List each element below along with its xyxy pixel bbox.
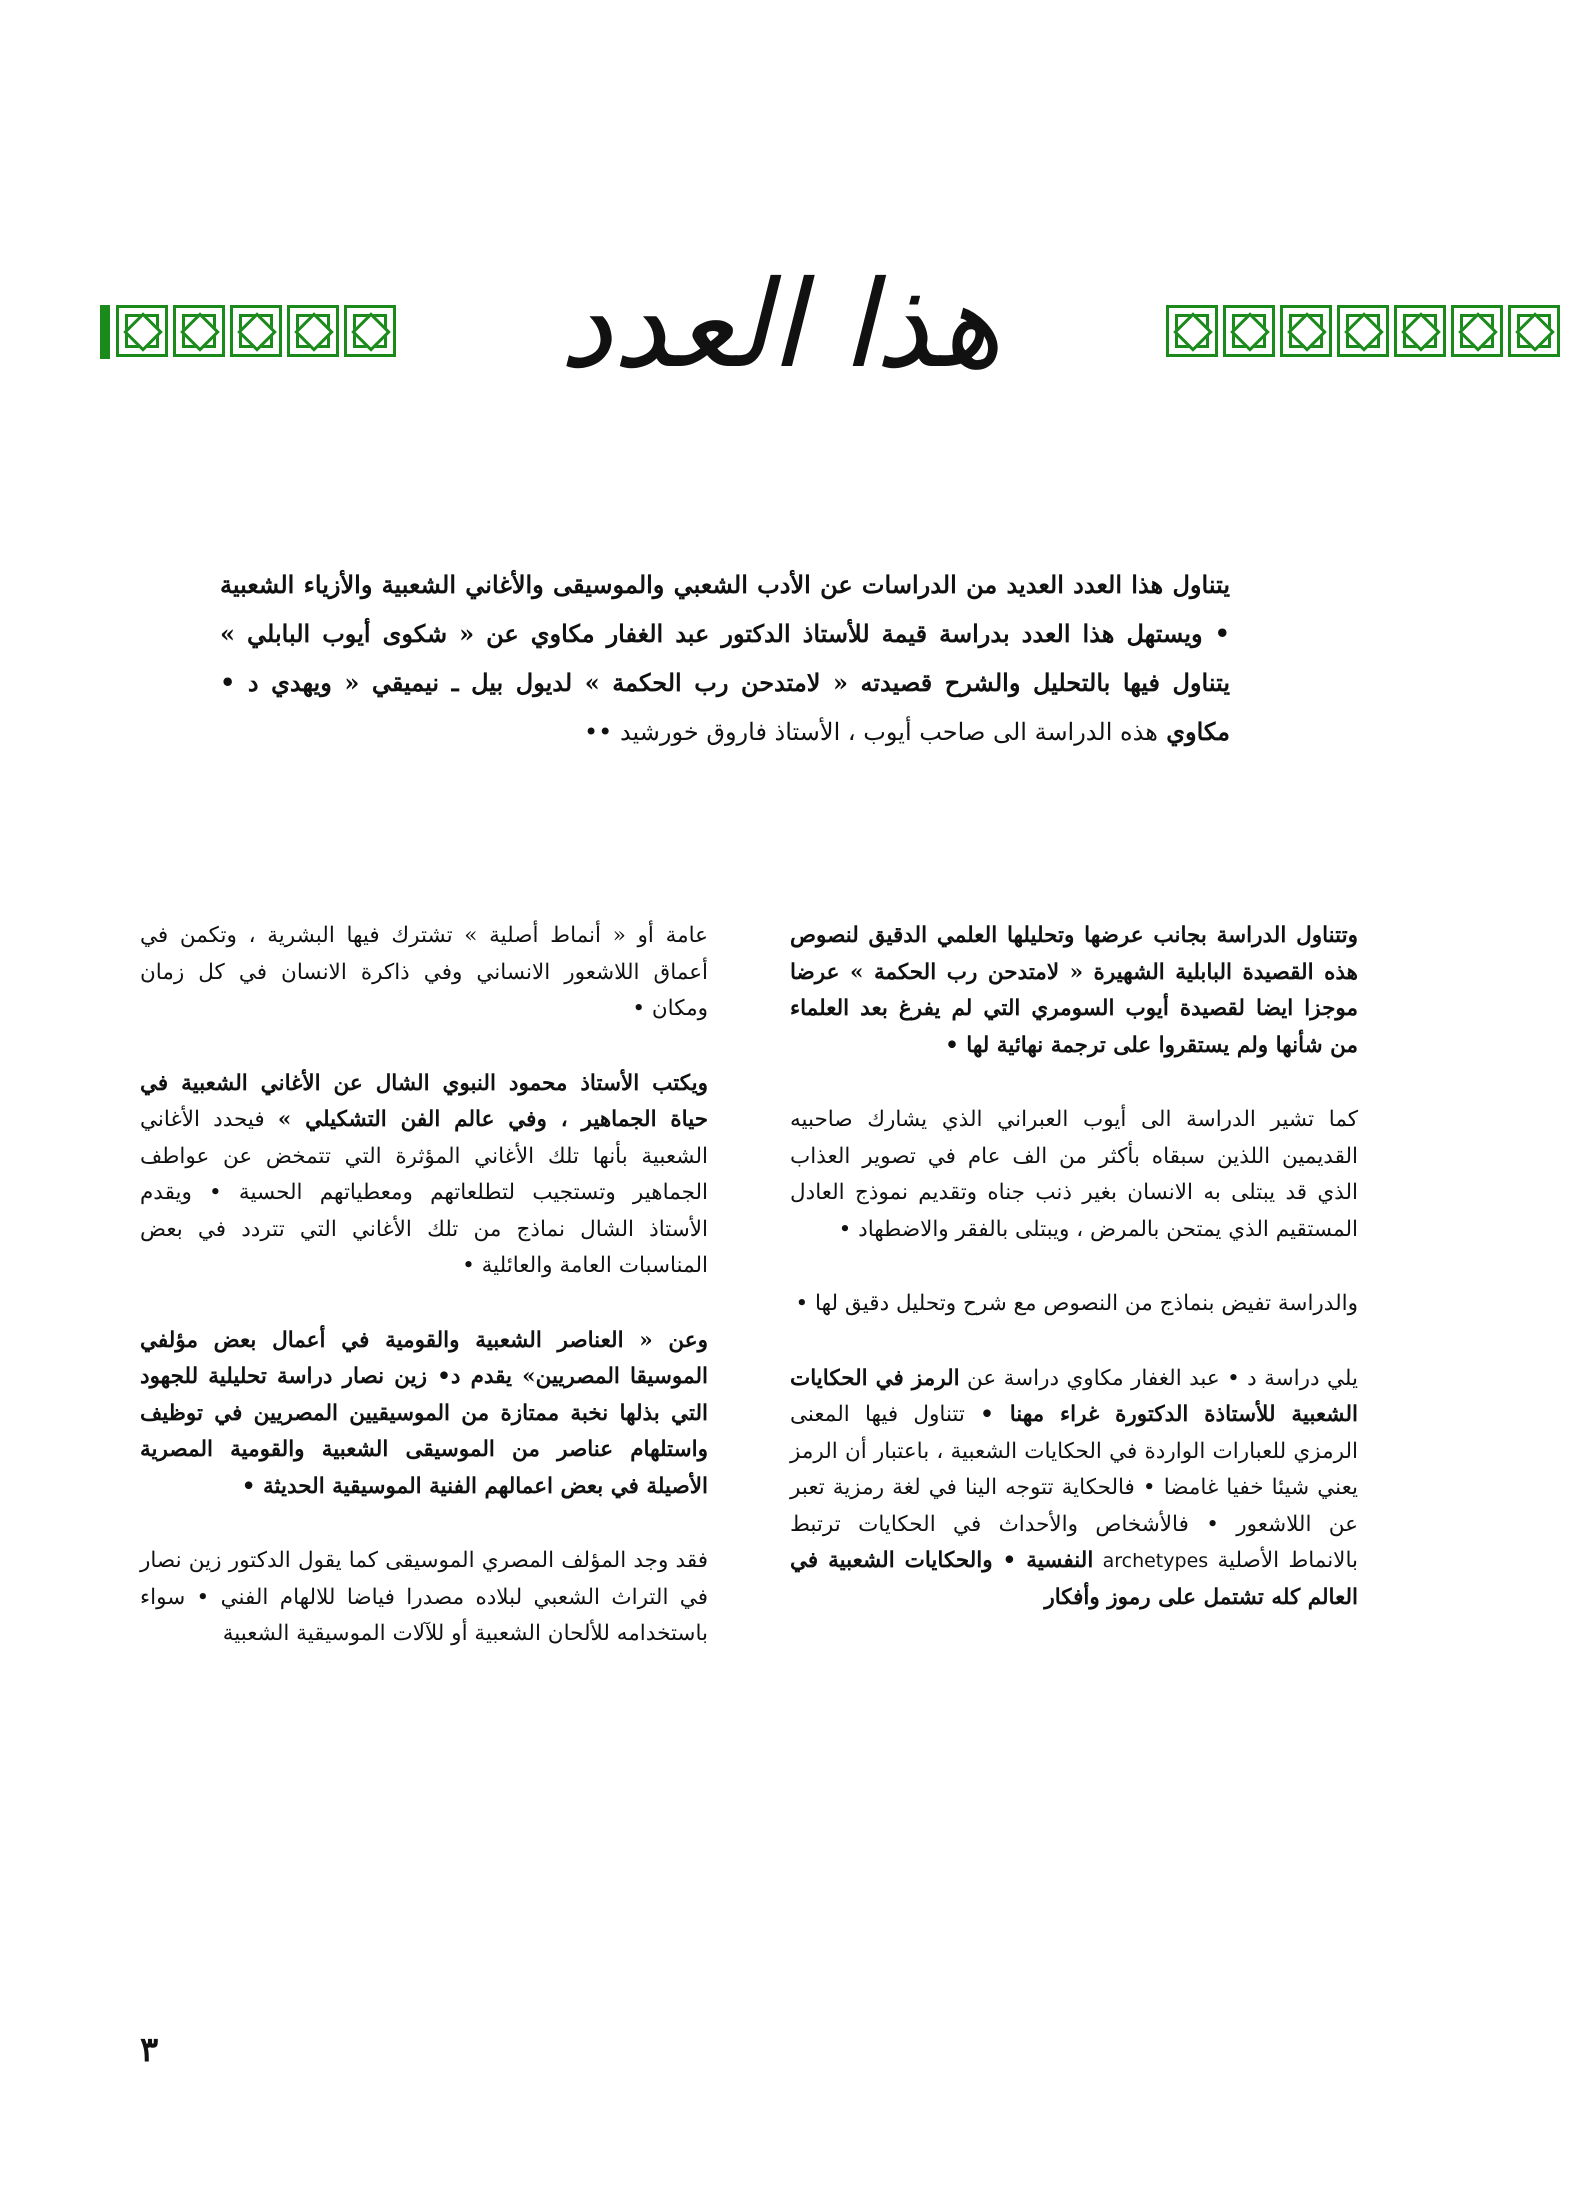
ornament-left (100, 305, 401, 359)
page-title: هذا العدد (559, 255, 1001, 395)
intro-paragraph (220, 560, 1230, 757)
diamond-icon (287, 305, 339, 357)
intro-bold-text: يتناول هذا العدد العديد من الدراسات عن الأدب الشعبي والموسيقى والأغاني الشعبية والأزياء الشعبية • ويستهل هذا العدد بدراسة قيمة للأستاذ الدكتور عبد الغفار مكاوي عن « شكوى أيوب البابلي » يتناول فيها بالتحليل والشرح قصيدته « لامتدحن رب الحكمة » لديول بيل ـ نيميقي « ويهدي د • مكاوي (220, 570, 1230, 746)
intro-light-text: هذه الدراسة الى صاحب أيوب ، الأستاذ فاروق خورشيد •• (584, 718, 1158, 746)
diamond-icon (1337, 305, 1389, 357)
diamond-icon (1508, 305, 1560, 357)
diamond-icon (230, 305, 282, 357)
right-paragraph-4 (790, 1361, 1358, 1617)
left-paragraph-2 (140, 1066, 708, 1285)
ornament-right (1166, 305, 1565, 357)
right-paragraph-4-lead: يلي دراسة د • عبد الغفار مكاوي دراسة عن (967, 1365, 1358, 1391)
diamond-icon (1451, 305, 1503, 357)
right-paragraph-3: والدراسة تفيض بنماذج من النصوص مع شرح وتحليل دقيق لها • (795, 1291, 1358, 1316)
left-paragraph-2-rest: فيحدد الأغاني الشعبية بأنها تلك الأغاني المؤثرة التي تتمخض عن عواطف الجماهير وتستجيب لتطلعاتهم ومعطياتهم الحسية • ويقدم الأستاذ الشال نماذج من تلك الأغاني التي تتردد في بعض المناسبات العامة والعائلية • (140, 1107, 708, 1278)
right-column (790, 918, 1358, 1654)
archetypes-term: archetypes (1102, 1550, 1209, 1572)
right-paragraph-4-rest: تتناول فيها المعنى الرمزي للعبارات الواردة في الحكايات الشعبية ، باعتبار أن الرمز يعني شيئا خفيا غامضا • فالحكاية تتوجه الينا في لغة رمزية تعبر عن اللاشعور • فالأشخاص والأحداث في الحكايات ترتبط بالانماط الأصلية (790, 1402, 1358, 1573)
right-paragraph-4-end: النفسية • والحكايات الشعبية في العالم كله تشتمل على رموز وأفكار (790, 1548, 1358, 1610)
header-banner (100, 225, 1565, 425)
left-paragraph-1: عامة أو « أنماط أصلية » تشترك فيها البشرية ، وتكمن في أعماق اللاشعور الانساني وفي ذاكرة الانسان في كل زمان ومكان • (140, 923, 708, 1021)
diamond-icon (344, 305, 396, 357)
diamond-icon (1223, 305, 1275, 357)
left-paragraph-3: وعن « العناصر الشعبية والقومية في أعمال بعض مؤلفي الموسيقا المصريين» يقدم د• زين نصار دراسة تحليلية للجهود التي بذلها نخبة ممتازة من الموسيقيين المصريين في توظيف واستلهام عناصر من الموسيقى الشعبية والقومية المصرية الأصيلة في بعض اعمالهم الفنية الموسيقية الحديثة • (140, 1327, 708, 1499)
diamond-icon (1394, 305, 1446, 357)
ornament-bar (100, 305, 110, 359)
left-paragraph-4: فقد وجد المؤلف المصري الموسيقى كما يقول الدكتور زين نصار في التراث الشعبي لبلاده مصدرا فياضا للالهام الفني • سواء باستخدامه للألحان الشعبية أو للآلات الموسيقية الشعبية (140, 1548, 708, 1646)
diamond-icon (1280, 305, 1332, 357)
diamond-icon (116, 305, 168, 357)
left-column (140, 918, 708, 1691)
right-paragraph-1: وتتناول الدراسة بجانب عرضها وتحليلها العلمي الدقيق لنصوص هذه القصيدة البابلية الشهيرة « لامتدحن رب الحكمة » عرضا موجزا ايضا لقصيدة أيوب السومري التي لم يفرغ بعد العلماء من شأنها ولم يستقروا على ترجمة نهائية لها • (790, 923, 1358, 1058)
right-paragraph-2: كما تشير الدراسة الى أيوب العبراني الذي يشارك صاحبيه القديمين اللذين سبقاه بأكثر من الف عام في تصوير العذاب الذي قد يبتلى به الانسان بغير ذنب جناه وتقديم نموذج العادل المستقيم الذي يمتحن بالمرض ، ويبتلى بالفقر والاضطهاد • (790, 1107, 1358, 1242)
diamond-icon (1166, 305, 1218, 357)
right-paragraph-4-bold: الرمز في الحكايات الشعبية للأستاذة الدكتورة غراء مهنا • (790, 1365, 1358, 1427)
diamond-icon (173, 305, 225, 357)
page-number: ٣ (140, 2030, 159, 2070)
left-paragraph-2-bold: ويكتب الأستاذ محمود النبوي الشال عن الأغاني الشعبية في حياة الجماهير ، وفي عالم الفن التشكيلي » (140, 1070, 708, 1132)
